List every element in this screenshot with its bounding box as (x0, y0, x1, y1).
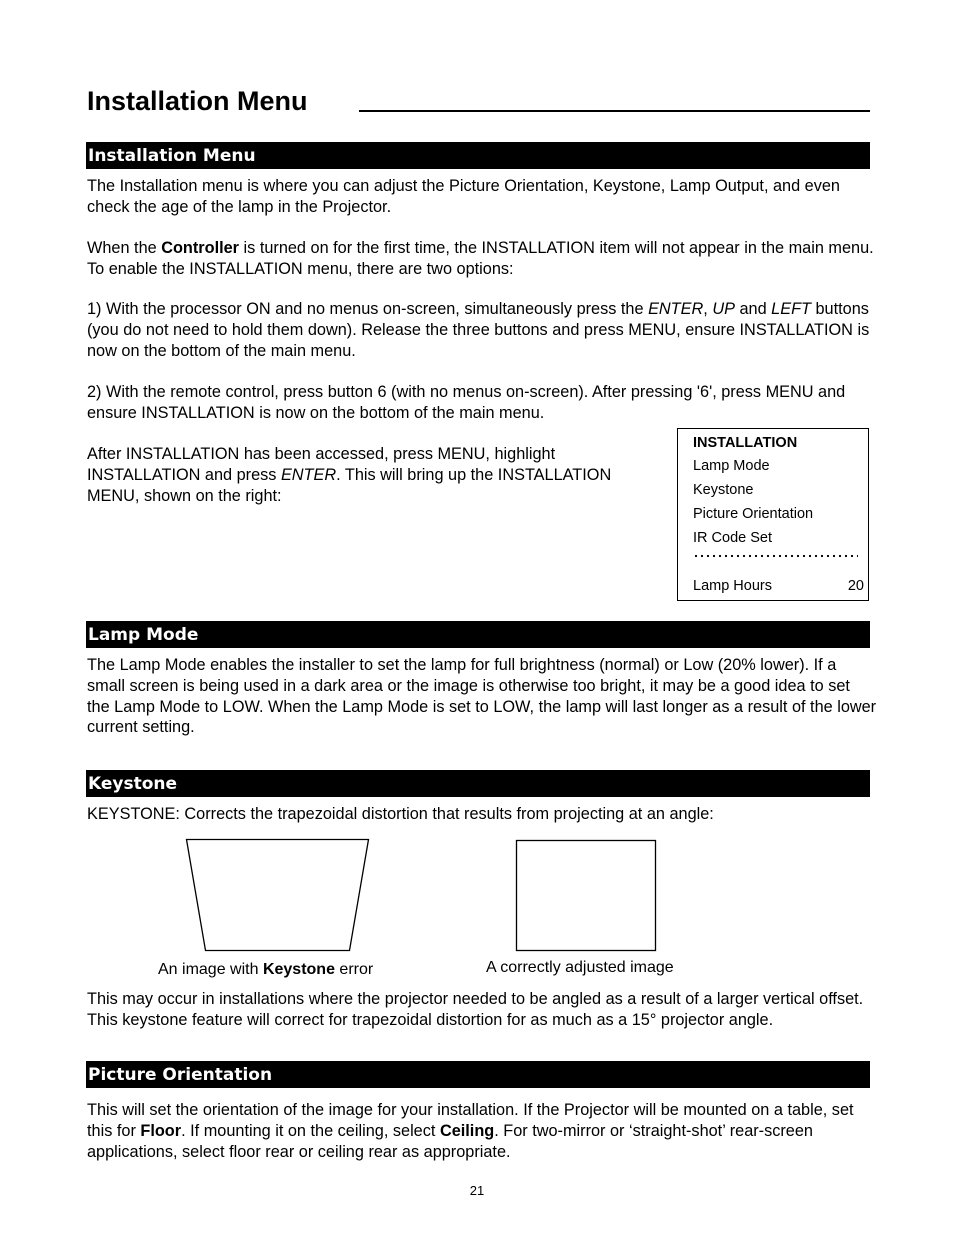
lamp-mode-paragraph: The Lamp Mode enables the installer to set the lamp for full brightness (normal) or Low (20% lower). If a small screen is being used in a dark area or the image is otherwise too bright, it may be a good idea to set the Lamp Mode to LOW. When the Lamp Mode is set to LOW, the lamp will last longer as a result of the lower current setting. (87, 656, 877, 737)
installation-access-paragraph: After INSTALLATION has been accessed, press MENU, highlight INSTALLATION and press ENTER. This will bring up the INSTALLATION MENU, shown on the right: (87, 445, 612, 505)
installation-menu-box (677, 428, 869, 601)
installation-enable-paragraph: When the Controller is turned on for the first time, the INSTALLATION item will not appear in the main menu. To enable the INSTALLATION menu, there are two options: (87, 239, 874, 278)
section-heading-keystone: Keystone (86, 770, 870, 797)
installation-option2-paragraph: 2) With the remote control, press button 6 (with no menus on-screen). After pressing '6', press MENU and ensure INSTALLATION is now on the bottom of the main menu. (87, 383, 846, 422)
menu-header: INSTALLATION (693, 435, 798, 451)
lamp-hours-value: 20 (847, 578, 864, 594)
section-heading-lamp-mode: Lamp Mode (86, 621, 870, 648)
menu-dotted-divider (693, 554, 858, 558)
keystone-error-caption: An image with Keystone error (158, 961, 374, 978)
installation-intro-paragraph: The Installation menu is where you can adjust the Picture Orientation, Keystone, Lamp Output, and even check the age of the lamp in the Projector. (87, 177, 840, 216)
menu-item-ir-code-set: IR Code Set (693, 530, 772, 546)
menu-item-lamp-hours: Lamp Hours (693, 578, 772, 594)
keystone-correct-caption: A correctly adjusted image (486, 959, 674, 976)
menu-item-picture-orientation: Picture Orientation (693, 506, 814, 522)
keystone-intro-paragraph: KEYSTONE: Corrects the trapezoidal distortion that results from projecting at an angle: (87, 805, 714, 823)
section-heading-picture-orientation: Picture Orientation (86, 1061, 870, 1088)
keystone-detail-paragraph: This may occur in installations where the projector needed to be angled as a result of a larger vertical offset. This keystone feature will correct for trapezoidal distortion for as much as a 15° projector angle. (87, 990, 864, 1029)
section-heading-installation-menu: Installation Menu (86, 142, 870, 169)
menu-item-keystone: Keystone (693, 482, 754, 498)
keystone-error-diagram (180, 835, 380, 957)
installation-option1-paragraph: 1) With the processor ON and no menus on-screen, simultaneously press the ENTER, UP and LEFT buttons (you do not need to hold them down). Release the three buttons and press MENU, ensure INSTALLATION is now on the bottom of the main menu. (87, 300, 870, 360)
page-number: 21 (469, 1183, 485, 1198)
keystone-correct-diagram (512, 835, 662, 957)
picture-orientation-paragraph: This will set the orientation of the image for your installation. If the Projector will be mounted on a table, set this for Floor. If mounting it on the ceiling, select Ceiling. For two-mirror or ‘straight-shot’ rear-screen applications, select floor rear or ceiling rear as appropriate. (87, 1101, 854, 1161)
page-title: Installation Menu (87, 86, 308, 116)
menu-item-lamp-mode: Lamp Mode (693, 458, 770, 474)
title-rule (359, 110, 870, 112)
